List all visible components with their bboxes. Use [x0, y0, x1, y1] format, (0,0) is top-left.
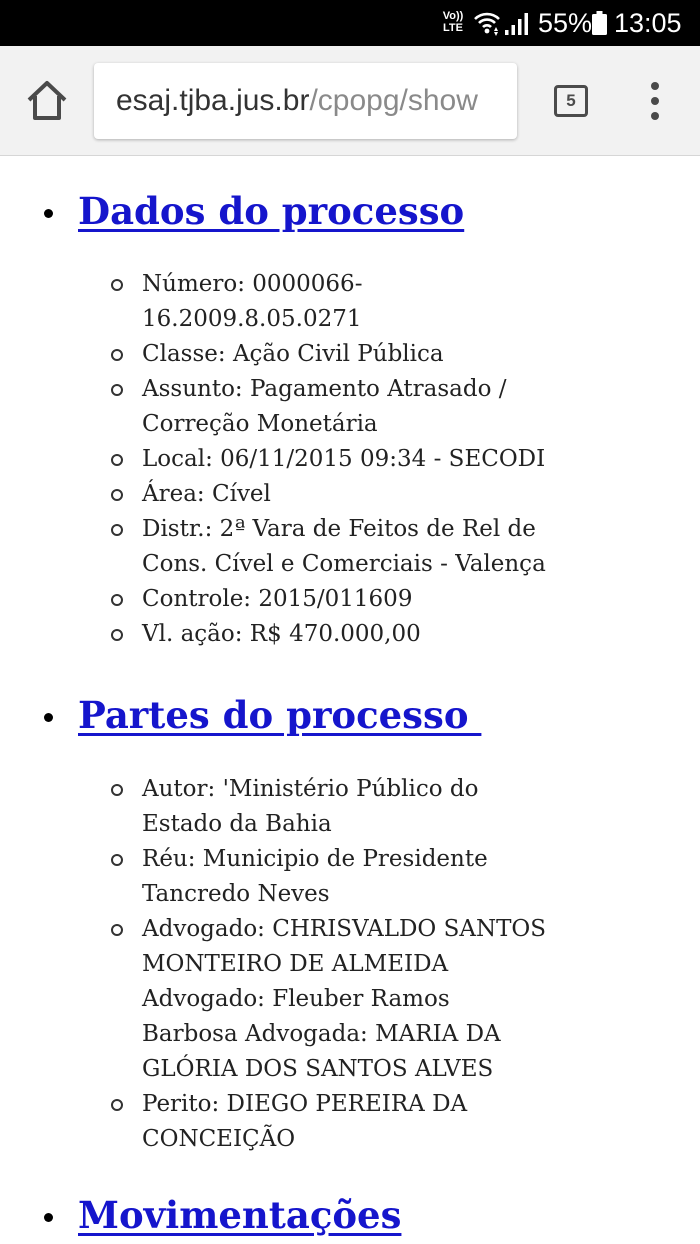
section-bullet	[44, 209, 53, 218]
battery-percent: 55%	[538, 8, 593, 38]
section-link-dados-do-processo[interactable]: Dados do processo	[78, 189, 465, 233]
list-item-controle: Controle: 2015/011609	[142, 582, 582, 617]
address-bar[interactable]	[94, 63, 517, 139]
parties-list	[142, 772, 582, 1157]
list-item-autor: Autor: 'Ministério Público do Estado da Bahia	[142, 772, 512, 842]
list-item-area: Área: Cível	[142, 477, 582, 512]
browser-toolbar	[0, 46, 700, 156]
more-menu-icon[interactable]	[644, 80, 666, 122]
url-domain: esaj.tjba.jus.br	[116, 84, 310, 117]
status-bar	[0, 0, 700, 46]
details-list	[142, 267, 582, 652]
wifi-icon	[474, 10, 500, 36]
volte-indicator: Vo)) LTE	[442, 10, 464, 34]
list-item-perito: Perito: DIEGO PEREIRA DA CONCEIÇÃO	[142, 1087, 482, 1157]
list-item-valor-acao: Vl. ação: R$ 470.000,00	[142, 617, 582, 652]
list-item-numero: Número: 0000066-16.2009.8.05.0271	[142, 267, 382, 337]
section-bullet	[44, 713, 53, 722]
list-item-distr: Distr.: 2ª Vara de Feitos de Rel de Cons. Cível e Comerciais - Valença	[142, 512, 562, 582]
list-item-classe: Classe: Ação Civil Pública	[142, 337, 582, 372]
url-path: /cpopg/show	[309, 84, 478, 117]
list-item-reu: Réu: Municipio de Presidente Tancredo Neves	[142, 842, 512, 912]
section-link-movimentacoes[interactable]: Movimentações	[78, 1193, 402, 1237]
clock: 13:05	[614, 8, 682, 38]
list-item-advogados: Advogado: CHRISVALDO SANTOS MONTEIRO DE ALMEIDA Advogado: Fleuber Ramos Barbosa Advogada: MARIA DA GLÓRIA DOS SANTOS ALVES	[142, 912, 552, 1087]
tab-switcher-icon[interactable]: 5	[554, 85, 588, 117]
list-item-assunto: Assunto: Pagamento Atrasado / Correção Monetária	[142, 372, 542, 442]
section-link-partes-do-processo[interactable]: Partes do processo	[78, 693, 482, 737]
battery-icon	[592, 11, 607, 35]
signal-icon	[504, 12, 530, 36]
home-icon[interactable]	[24, 78, 70, 124]
section-bullet	[44, 1213, 53, 1222]
list-item-local: Local: 06/11/2015 09:34 - SECODI	[142, 442, 582, 477]
